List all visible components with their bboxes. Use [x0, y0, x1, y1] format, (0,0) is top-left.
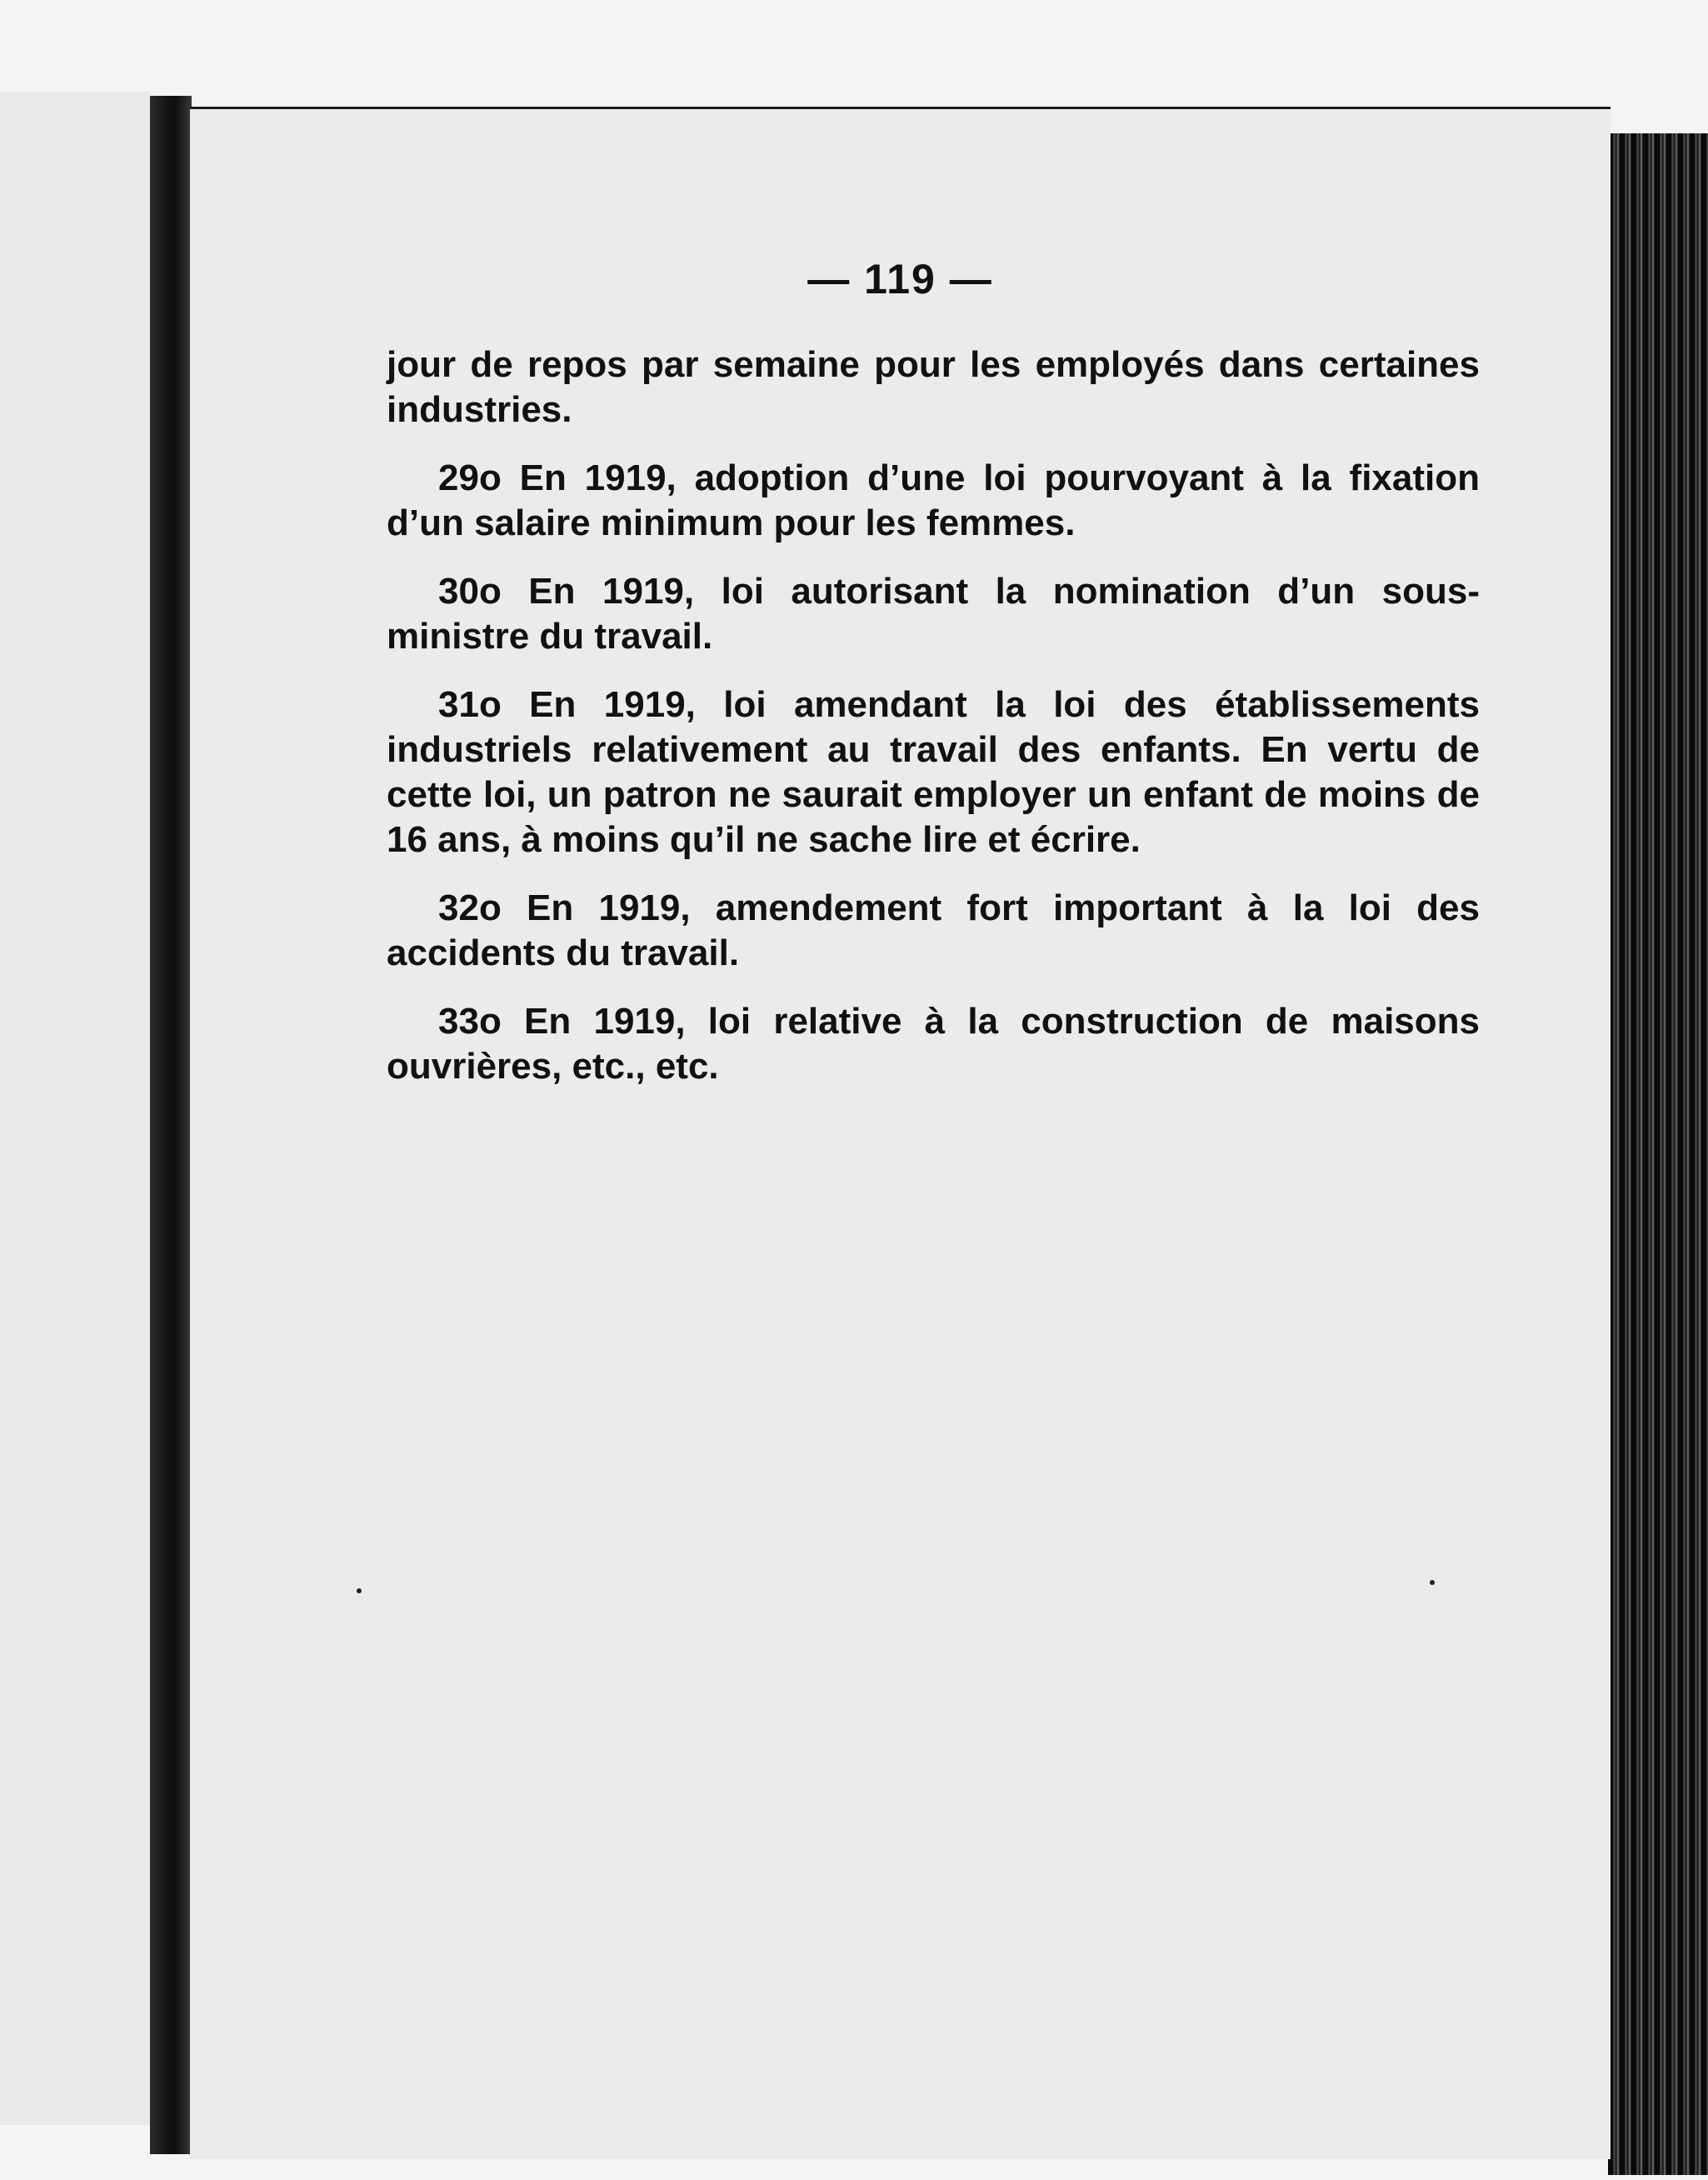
- body-text: [387, 342, 1480, 1112]
- paragraph-item-33: 33o En 1919, loi relative à la construction de maisons ouvrières, etc., etc.: [387, 1001, 1480, 1087]
- paragraph-item-31: 31o En 1919, loi amendant la loi des établissements industriels relativement au travail des enfants. En vertu de cette loi, un patron ne saurait employer un enfant de moins de 16 ans, à moins qu’il ne sache lire et écrire.: [387, 684, 1480, 860]
- page-stack-edge: [1608, 133, 1708, 2175]
- scan-speck: [1430, 1580, 1435, 1585]
- scan-speck: [357, 1588, 362, 1593]
- left-page-edge: [0, 92, 150, 2125]
- book-spine: [150, 96, 192, 2154]
- paragraph-item-29: 29o En 1919, adoption d’une loi pourvoyant à la fixation d’un salaire minimum pour les femmes.: [387, 458, 1480, 543]
- paragraph-continuation: jour de repos par semaine pour les employés dans certaines industries.: [387, 344, 1480, 430]
- paragraph-item-30: 30o En 1919, loi autorisant la nomination d’un sous-ministre du travail.: [387, 571, 1480, 657]
- book-page: [190, 107, 1611, 2159]
- paragraph-item-32: 32o En 1919, amendement fort important à la loi des accidents du travail.: [387, 888, 1480, 973]
- page-number: — 119 —: [807, 256, 993, 302]
